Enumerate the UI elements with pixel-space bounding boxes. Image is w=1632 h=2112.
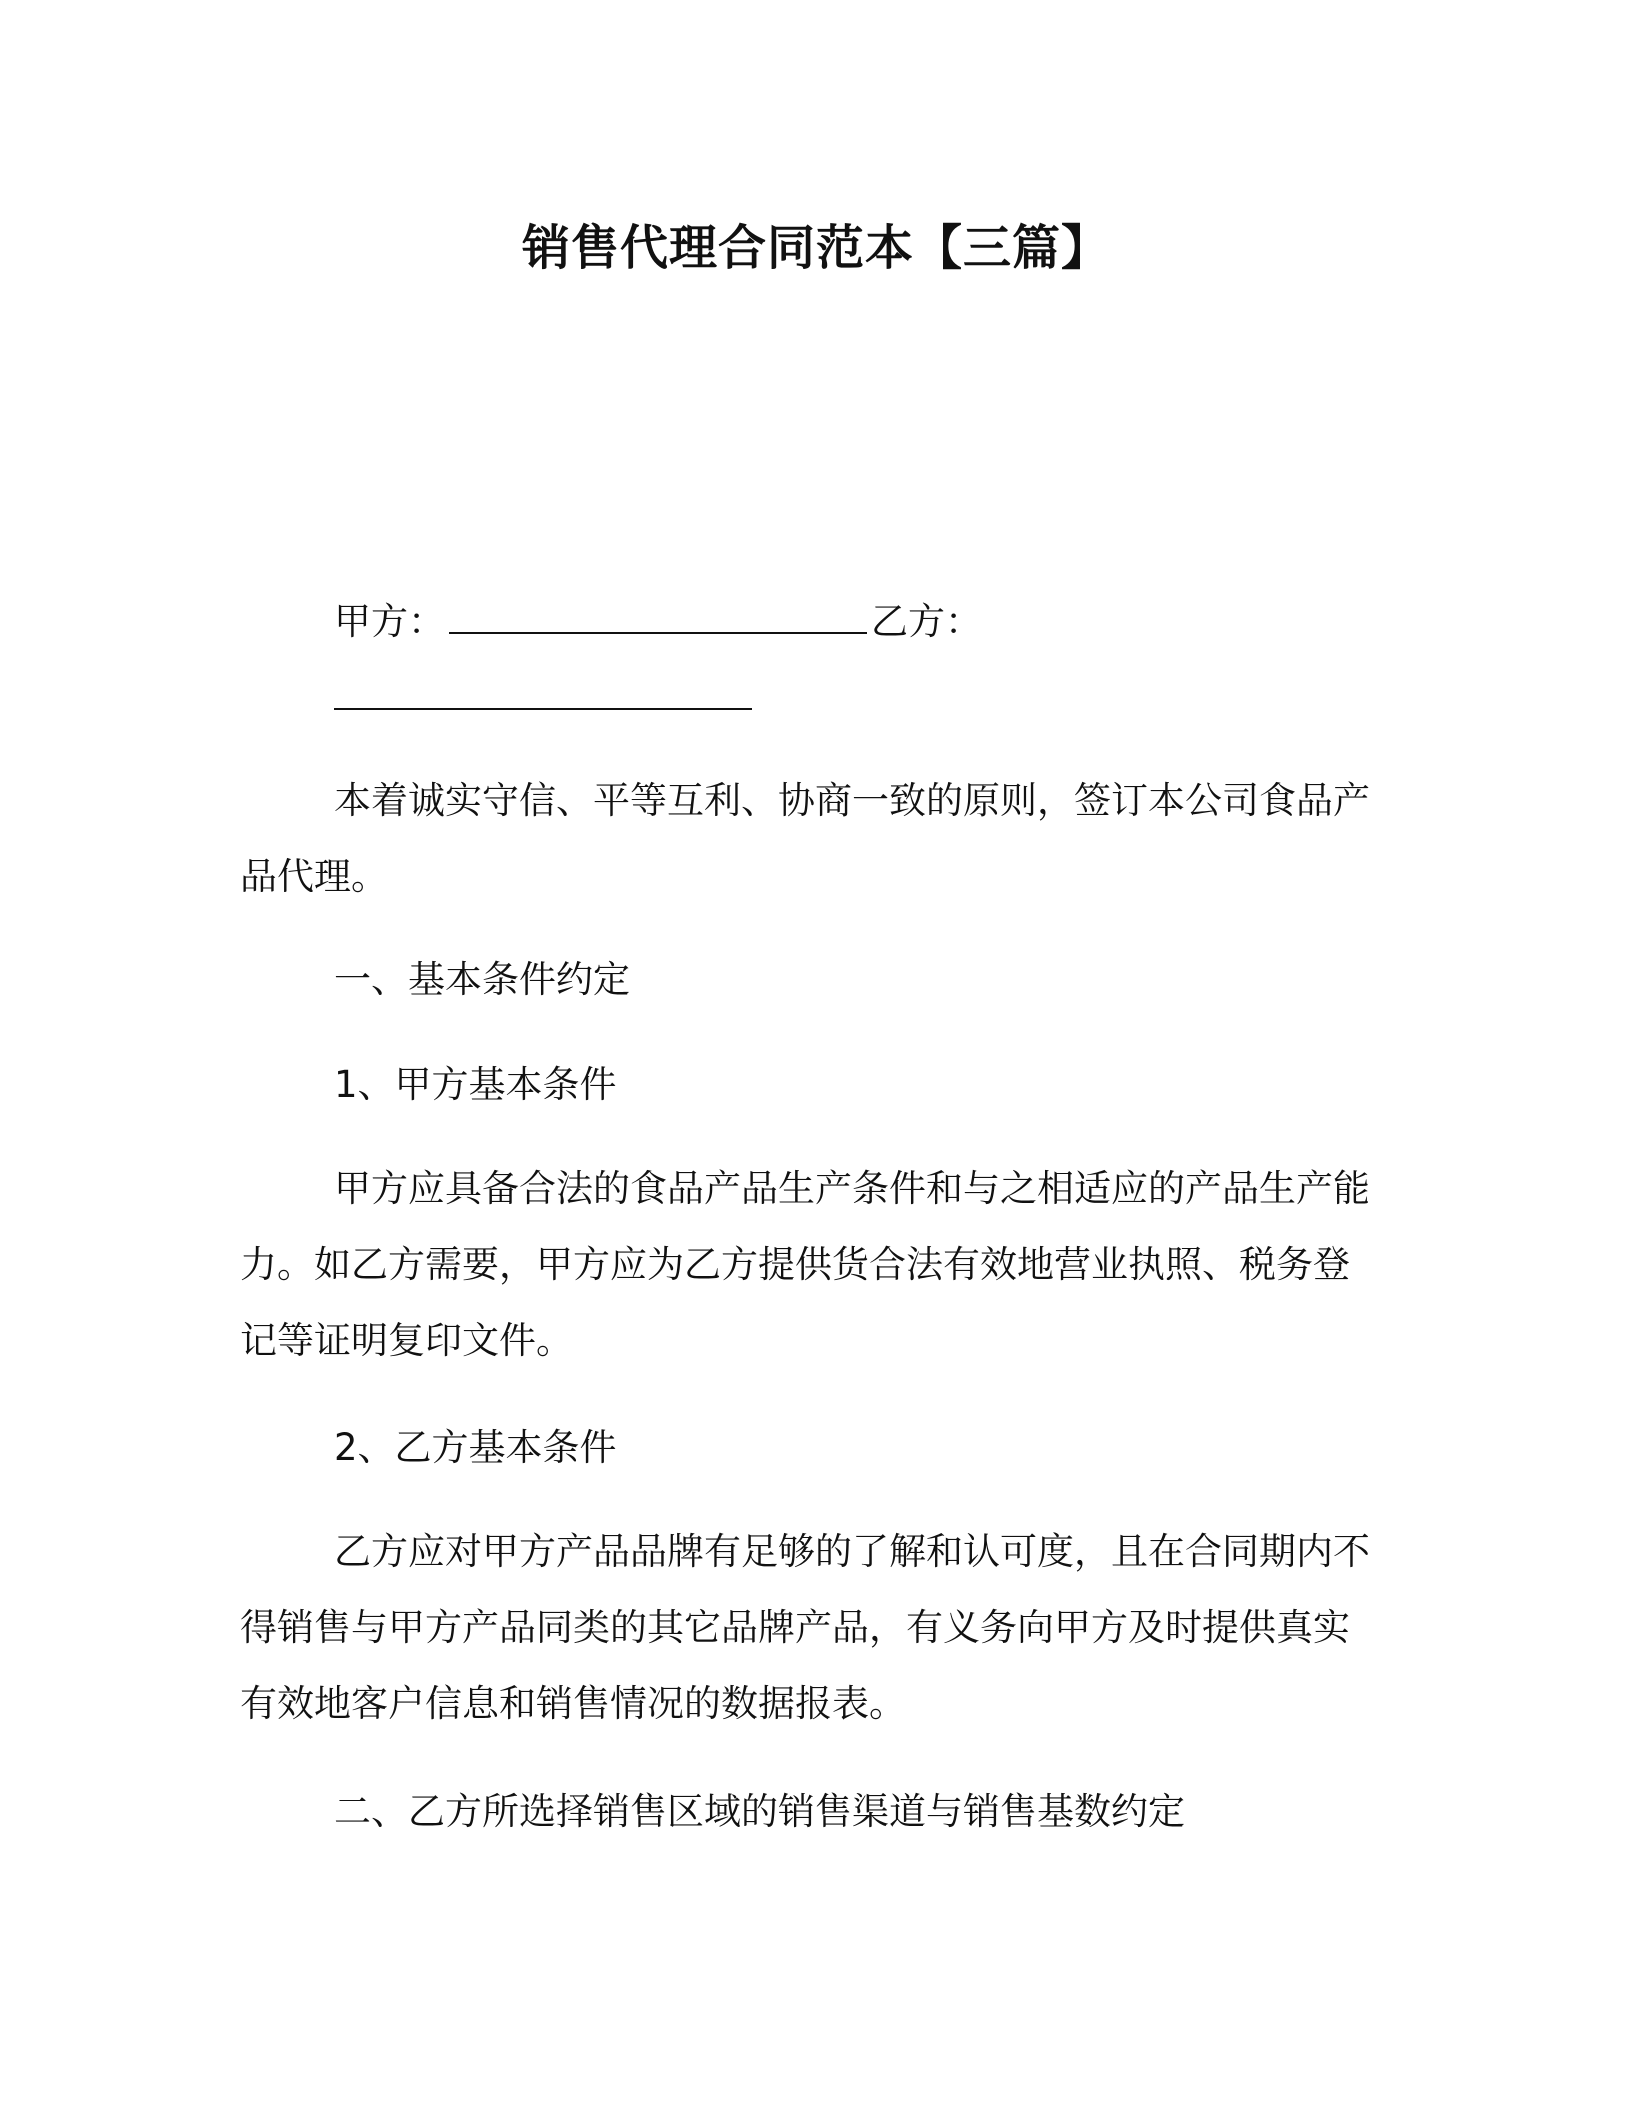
party-a-blank xyxy=(449,631,867,634)
party-b-blank xyxy=(334,707,752,710)
section-heading-2: 二、乙方所选择销售区域的销售渠道与销售基数约定 xyxy=(334,1790,1185,1833)
party-b-conditions-paragraph: 乙方应对甲方产品品牌有足够的了解和认可度，且在合同期内不得销售与甲方产品同类的其它品牌产品，有义务向甲方及时提供真实有效地客户信息和销售情况的数据报表。 xyxy=(240,1530,1370,1725)
section-heading-1: 一、基本条件约定 xyxy=(334,958,630,1001)
party-a-conditions-paragraph: 甲方应具备合法的食品产品生产条件和与之相适应的产品生产能力。如乙方需要，甲方应为乙方提供货合法有效地营业执照、税务登记等证明复印文件。 xyxy=(240,1167,1370,1362)
parties-line xyxy=(240,584,1380,736)
intro-paragraph: 本着诚实守信、平等互利、协商一致的原则，签订本公司食品产品代理。 xyxy=(240,779,1370,898)
party-b-blank-line xyxy=(240,660,1380,736)
party-a-label: 甲方： xyxy=(334,600,445,643)
document-title: 销售代理合同范本【三篇】 xyxy=(521,220,1110,276)
party-b-label: 乙方： xyxy=(871,600,982,643)
subsection-heading-2: 2、乙方基本条件 xyxy=(334,1426,617,1469)
subsection-heading-1: 1、甲方基本条件 xyxy=(334,1063,617,1106)
